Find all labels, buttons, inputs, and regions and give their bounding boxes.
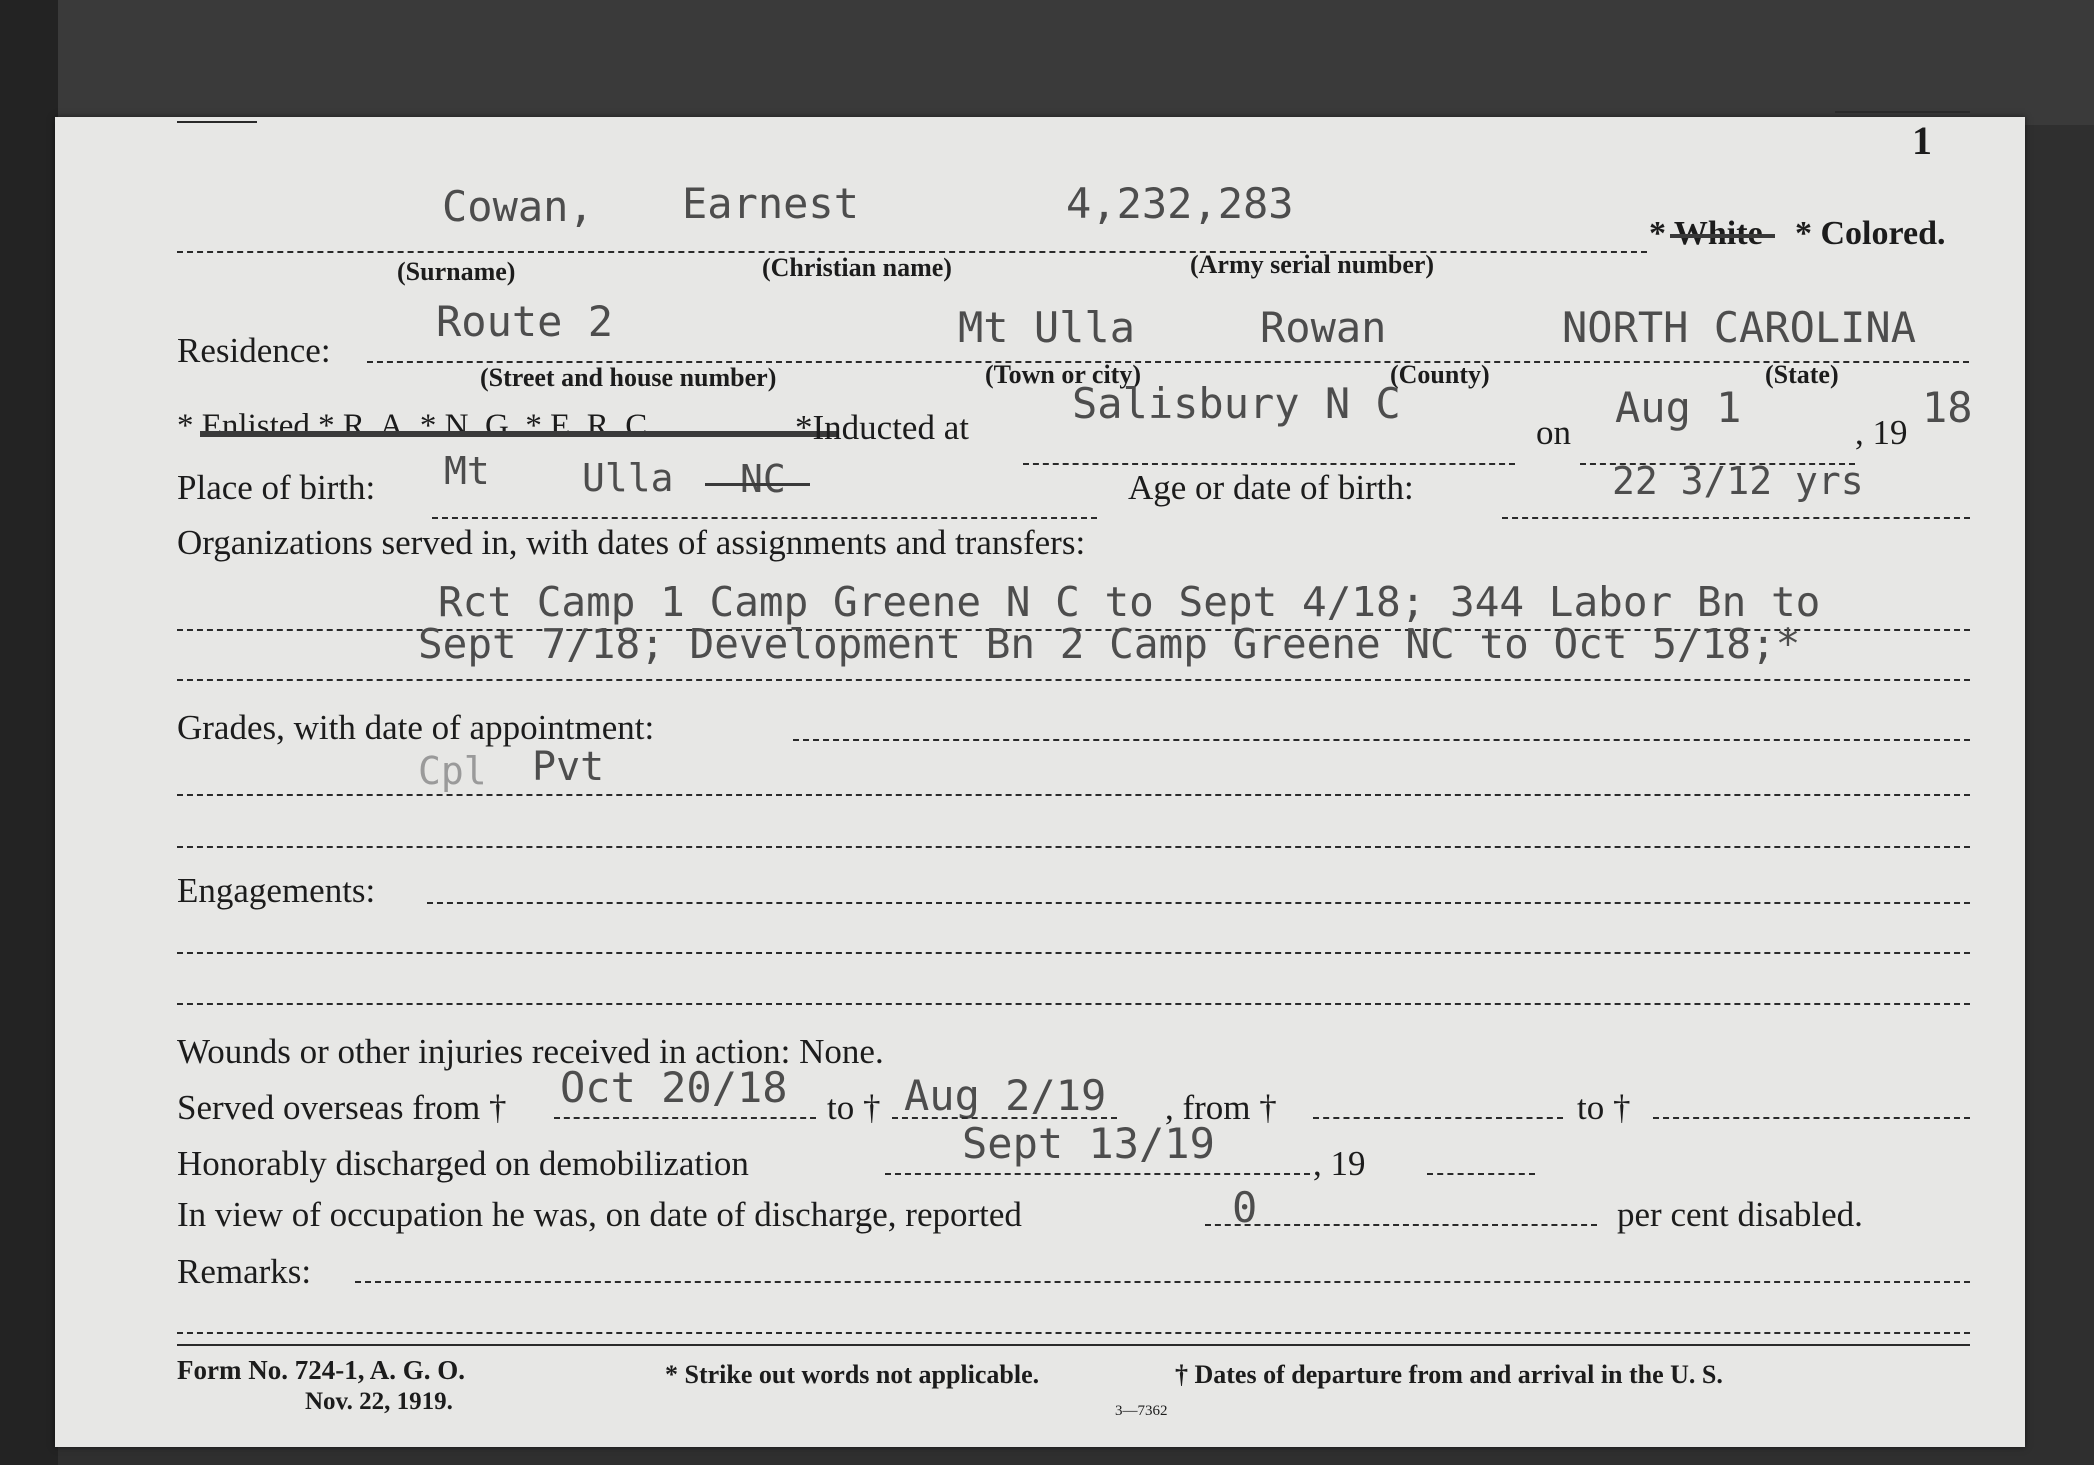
- occupation-label: In view of occupation he was, on date of discharge, reported: [177, 1195, 1022, 1234]
- form-date: Nov. 22, 1919.: [305, 1388, 453, 1415]
- printer-code: 3—7362: [1115, 1403, 1168, 1419]
- footer-rule: [177, 1344, 1970, 1346]
- overseas-from-value: Oct 20/18: [560, 1063, 788, 1112]
- grade-value: Pvt: [532, 744, 605, 790]
- state-value: NORTH CAROLINA: [1562, 303, 1917, 352]
- engagements-label: Engagements:: [177, 871, 376, 910]
- caption-serial-number: (Army serial number): [1190, 250, 1435, 279]
- street-value: Route 2: [436, 297, 614, 346]
- overseas-from-line: [554, 1117, 816, 1119]
- grade-struck-value: Cpl: [418, 749, 487, 793]
- strike-out-note: * Strike out words not applicable.: [665, 1360, 1040, 1389]
- residence-label: Residence:: [177, 331, 331, 370]
- engagements-rule-2: [177, 952, 1970, 954]
- overseas-to-2-label: to †: [1577, 1088, 1631, 1127]
- caption-state: (State): [1765, 360, 1839, 389]
- organizations-rule-2: [177, 679, 1970, 681]
- overseas-from-2-line: [1313, 1117, 1563, 1119]
- remarks-label: Remarks:: [177, 1252, 312, 1291]
- overseas-from-2-label: , from †: [1165, 1088, 1277, 1127]
- organizations-line-2: Sept 7/18; Development Bn 2 Camp Greene NC to Oct 5/18;*: [418, 620, 1801, 668]
- caption-town: (Town or city): [985, 360, 1141, 389]
- overseas-to-value: Aug 2/19: [904, 1071, 1107, 1120]
- form-number: Form No. 724-1, A. G. O.: [177, 1355, 465, 1385]
- dates-note: † Dates of departure from and arrival in the U. S.: [1175, 1360, 1723, 1389]
- corner-rule-right: [1835, 111, 1970, 113]
- grades-rule-2: [177, 794, 1970, 796]
- inducted-year-value: 18: [1922, 383, 1973, 432]
- discharge-date-line: [885, 1173, 1310, 1175]
- card-number: 1: [1912, 118, 1932, 163]
- grades-line: [793, 739, 1970, 741]
- overseas-to-2-line: [1653, 1117, 1970, 1119]
- inducted-date-value: Aug 1: [1615, 383, 1742, 432]
- birth-place-value-2: Ulla: [582, 456, 674, 500]
- disability-line: [1205, 1224, 1597, 1226]
- surname-value: Cowan,: [442, 182, 594, 231]
- caption-surname: (Surname): [397, 257, 516, 286]
- age-line: [1502, 517, 1970, 519]
- remarks-rule-2: [177, 1332, 1970, 1334]
- birth-place-strike: [705, 483, 810, 486]
- on-label: on: [1536, 413, 1571, 452]
- serial-number-value: 4,232,283: [1066, 179, 1294, 228]
- grades-rule-3: [177, 846, 1970, 848]
- discharge-date-value: Sept 13/19: [962, 1119, 1215, 1168]
- remarks-line: [355, 1281, 1970, 1283]
- county-value: Rowan: [1260, 303, 1387, 352]
- engagements-rule-3: [177, 1003, 1970, 1005]
- corner-rule-left: [177, 121, 257, 123]
- inducted-year-prefix: , 19: [1855, 413, 1908, 452]
- engagements-line: [427, 902, 1970, 904]
- caption-street: (Street and house number): [480, 363, 777, 392]
- overseas-to-label: to †: [827, 1088, 881, 1127]
- organizations-label: Organizations served in, with dates of assignments and transfers:: [177, 523, 1086, 562]
- caption-county: (County): [1390, 360, 1490, 389]
- background-edge: [0, 0, 58, 1465]
- enlisted-options-strike: [200, 431, 837, 437]
- christian-name-value: Earnest: [682, 179, 860, 228]
- enlisted-options: * Enlisted * R. A. * N. G. * E. R. C.: [177, 408, 656, 444]
- organizations-line-1: Rct Camp 1 Camp Greene N C to Sept 4/18; 344 Labor Bn to: [438, 578, 1821, 626]
- race-white: * White: [1649, 215, 1763, 252]
- disabled-label: per cent disabled.: [1617, 1195, 1863, 1234]
- served-overseas-label: Served overseas from †: [177, 1088, 507, 1127]
- race-white-strike: [1670, 234, 1775, 238]
- age-label: Age or date of birth:: [1128, 468, 1414, 507]
- disability-value: 0: [1232, 1183, 1258, 1232]
- discharged-label: Honorably discharged on demobilization: [177, 1144, 749, 1183]
- race-colored: * Colored.: [1795, 215, 1946, 252]
- age-value: 22 3/12 yrs: [1612, 459, 1864, 503]
- birth-place-label: Place of birth:: [177, 468, 376, 507]
- town-value: Mt Ulla: [958, 303, 1136, 352]
- discharge-year-prefix: , 19: [1313, 1144, 1366, 1183]
- inducted-place-line: [1023, 463, 1515, 465]
- background-band: [0, 0, 2094, 125]
- grades-label: Grades, with date of appointment:: [177, 708, 655, 747]
- inducted-at-label: *Inducted at: [795, 408, 969, 447]
- birth-place-value-3: NC: [740, 457, 786, 501]
- discharge-year-line: [1427, 1173, 1535, 1175]
- wounds-label: Wounds or other injuries received in action: None.: [177, 1032, 884, 1071]
- birth-place-line: [432, 517, 1097, 519]
- service-record-card: [55, 117, 2025, 1447]
- birth-place-value-1: Mt: [444, 449, 490, 493]
- inducted-place-value: Salisbury N C: [1072, 379, 1401, 428]
- caption-christian-name: (Christian name): [762, 253, 952, 282]
